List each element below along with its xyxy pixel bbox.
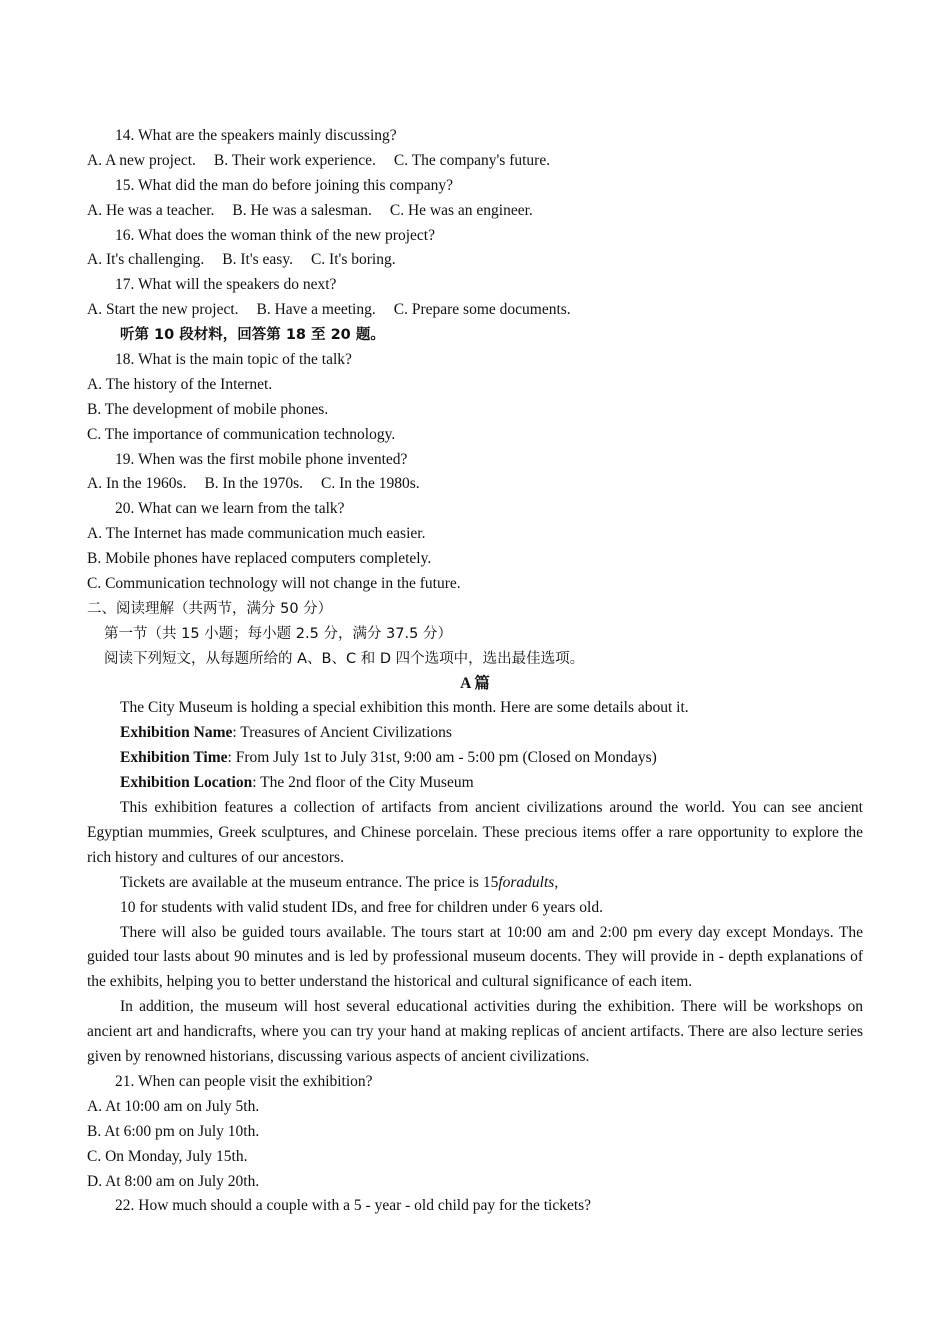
question-21: 21. When can people visit the exhibition?	[115, 1072, 373, 1090]
option-c: C. On Monday, July 15th.	[87, 1147, 248, 1165]
label: Exhibition Time	[120, 749, 228, 767]
passage-intro: The City Museum is holding a special exhibition this month. Here are some details about it.	[120, 699, 689, 717]
tickets-line-2: 10 for students with valid student IDs, and free for children under 6 years old.	[120, 898, 603, 916]
option-b: B. At 6:00 pm on July 10th.	[87, 1122, 260, 1140]
options-16	[87, 248, 863, 273]
text: Tickets are available at the museum entrance. The price is 15	[120, 873, 499, 891]
question-15: 15. What did the man do before joining this company?	[115, 176, 454, 194]
question-22: 22. How much should a couple with a 5 - year - old child pay for the tickets?	[115, 1197, 592, 1215]
reading-instruction: 阅读下列短文，从每题所给的 A、B、C 和 D 四个选项中，选出最佳选项。	[104, 650, 585, 667]
tickets-line-1	[87, 871, 863, 896]
option-c: C. In the 1980s.	[321, 475, 420, 493]
reading-part-title: 二、阅读理解（共两节，满分 50 分）	[87, 600, 333, 617]
exhibition-time	[87, 746, 863, 771]
option-a: A. The Internet has made communication much easier.	[87, 525, 426, 543]
exam-page	[87, 124, 863, 1219]
passage-paragraph-3: There will also be guided tours available. The tours start at 10:00 am and 2:00 pm every day except Mondays. The guided tour lasts about 90 minutes and is led by professional museum docents. They will provide in - depth explanations of the exhibits, helping you to better understand the historical and cultural significance of each item.	[87, 923, 863, 991]
options-17	[87, 298, 863, 323]
section-10-instruction: 听第 10 段材料，回答第 18 至 20 题。	[120, 327, 385, 344]
question-16: 16. What does the woman think of the new project?	[115, 226, 435, 244]
exhibition-name	[87, 721, 863, 746]
option-b: B. He was a salesman.	[232, 201, 372, 219]
question-17: 17. What will the speakers do next?	[115, 276, 337, 294]
option-a: A. Start the new project.	[87, 301, 239, 319]
passage-paragraph-1: This exhibition features a collection of artifacts from ancient civilizations around the world. You can see ancient Egyptian mummies, Greek sculptures, and Chinese porcelain. These precious items offer a rare opportunity to explore the rich history and cultures of our ancestors.	[87, 799, 863, 866]
question-18: 18. What is the main topic of the talk?	[115, 351, 352, 369]
passage-title: A 篇	[460, 674, 490, 692]
option-b: B. Their work experience.	[213, 151, 376, 169]
text: ,	[554, 873, 559, 891]
reading-section-title: 第一节（共 15 小题；每小题 2.5 分，满分 37.5 分）	[104, 625, 452, 642]
option-a: A. He was a teacher.	[87, 201, 215, 219]
options-14	[87, 149, 863, 174]
option-c: C. Prepare some documents.	[393, 301, 571, 319]
option-b: B. In the 1970s.	[204, 475, 304, 493]
passage-paragraph-4: In addition, the museum will host several educational activities during the exhibition. There will be workshops on ancient art and handicrafts, where you can try your hand at making replicas of ancient artifacts. There are also lecture series given by renowned historians, discussing various aspects of ancient civilizations.	[87, 998, 863, 1066]
option-a: A. At 10:00 am on July 5th.	[87, 1097, 260, 1115]
label: Exhibition Name	[120, 724, 233, 742]
option-a: A. A new project.	[87, 151, 196, 169]
question-20: 20. What can we learn from the talk?	[115, 500, 345, 518]
value: : Treasures of Ancient Civilizations	[232, 724, 452, 742]
option-c: C. It's boring.	[310, 251, 396, 269]
exhibition-location	[87, 771, 863, 796]
option-b: B. Mobile phones have replaced computers completely.	[87, 550, 432, 568]
value: : From July 1st to July 31st, 9:00 am - 5:00 pm (Closed on Mondays)	[227, 749, 657, 767]
value: : The 2nd floor of the City Museum	[252, 774, 474, 792]
option-b: B. Have a meeting.	[256, 301, 376, 319]
option-c: C. The importance of communication technology.	[87, 425, 396, 443]
italic-text: foradults	[498, 873, 555, 891]
option-a: A. It's challenging.	[87, 251, 205, 269]
option-a: A. In the 1960s.	[87, 475, 187, 493]
option-c: C. Communication technology will not change in the future.	[87, 575, 461, 593]
option-d: D. At 8:00 am on July 20th.	[87, 1172, 260, 1190]
option-a: A. The history of the Internet.	[87, 375, 273, 393]
option-b: B. The development of mobile phones.	[87, 400, 329, 418]
options-15	[87, 199, 863, 224]
option-c: C. The company's future.	[393, 151, 551, 169]
option-c: C. He was an engineer.	[389, 201, 533, 219]
question-19: 19. When was the first mobile phone invented?	[115, 450, 408, 468]
options-19	[87, 472, 863, 497]
option-b: B. It's easy.	[222, 251, 293, 269]
label: Exhibition Location	[120, 774, 253, 792]
question-14: 14. What are the speakers mainly discussing?	[115, 127, 397, 144]
